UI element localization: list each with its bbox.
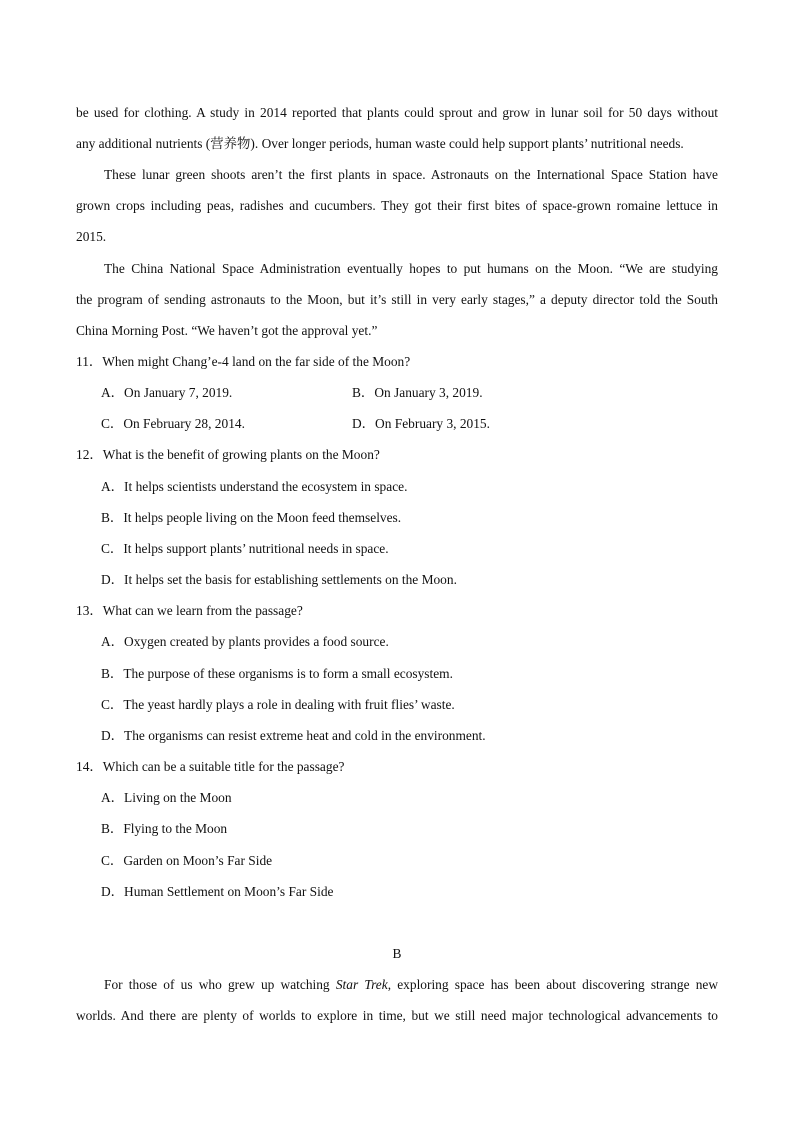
question-stem-14: 14．Which can be a suitable title for the passage?	[76, 759, 345, 774]
paragraph-first-line: These lunar green shoots aren’t the first plants in space. Astronauts on the International Space Station have	[104, 167, 718, 182]
section-heading: B	[392, 946, 402, 961]
question-stem-12: 12．What is the benefit of growing plants on the Moon?	[76, 447, 380, 462]
passage-line: any additional nutrients (营养物). Over longer periods, human waste could help support plants’ nutritional needs.	[76, 136, 684, 151]
passage-line: be used for clothing. A study in 2014 reported that plants could sprout and grow in lunar soil for 50 days without	[76, 105, 718, 120]
text-run: , exploring space has been about discovering strange new	[387, 977, 719, 992]
option-13-a: A．Oxygen created by plants provides a food source.	[101, 634, 389, 649]
option-11-d: D．On February 3, 2015.	[352, 416, 490, 431]
paragraph-first-line: The China National Space Administration eventually hopes to put humans on the Moon. “We are studying	[104, 261, 718, 276]
passage-line: China Morning Post. “We haven’t got the approval yet.”	[76, 323, 378, 338]
option-12-c: C．It helps support plants’ nutritional needs in space.	[101, 541, 389, 556]
passage-line: grown crops including peas, radishes and cucumbers. They got their first bites of space-grown romaine lettuce in	[76, 198, 718, 213]
option-11-c: C．On February 28, 2014.	[101, 416, 245, 431]
option-14-c: C．Garden on Moon’s Far Side	[101, 853, 273, 868]
passage-line: 2015.	[76, 229, 107, 244]
option-12-d: D．It helps set the basis for establishing settlements on the Moon.	[101, 572, 457, 587]
option-14-a: A．Living on the Moon	[101, 790, 232, 805]
paragraph-first-line	[104, 977, 718, 993]
option-11-b: B．On January 3, 2019.	[352, 385, 483, 400]
option-12-b: B．It helps people living on the Moon feed themselves.	[101, 510, 402, 525]
option-12-a: A．It helps scientists understand the ecosystem in space.	[101, 479, 408, 494]
option-13-b: B．The purpose of these organisms is to form a small ecosystem.	[101, 666, 453, 681]
italic-title: Star Trek	[335, 977, 388, 992]
option-14-b: B．Flying to the Moon	[101, 821, 228, 836]
passage-line: the program of sending astronauts to the Moon, but it’s still in very early stages,” a deputy director told the South	[76, 292, 718, 307]
text-run: For those of us who grew up watching	[104, 977, 336, 992]
option-13-c: C．The yeast hardly plays a role in dealing with fruit flies’ waste.	[101, 697, 455, 712]
question-stem-13: 13．What can we learn from the passage?	[76, 603, 303, 618]
option-14-d: D．Human Settlement on Moon’s Far Side	[101, 884, 334, 899]
question-stem-11: 11．When might Chang’e-4 land on the far side of the Moon?	[76, 354, 411, 369]
option-13-d: D．The organisms can resist extreme heat and cold in the environment.	[101, 728, 486, 743]
passage-line: worlds. And there are plenty of worlds to explore in time, but we still need major technological advancements to	[76, 1008, 718, 1023]
option-11-a: A．On January 7, 2019.	[101, 385, 233, 400]
